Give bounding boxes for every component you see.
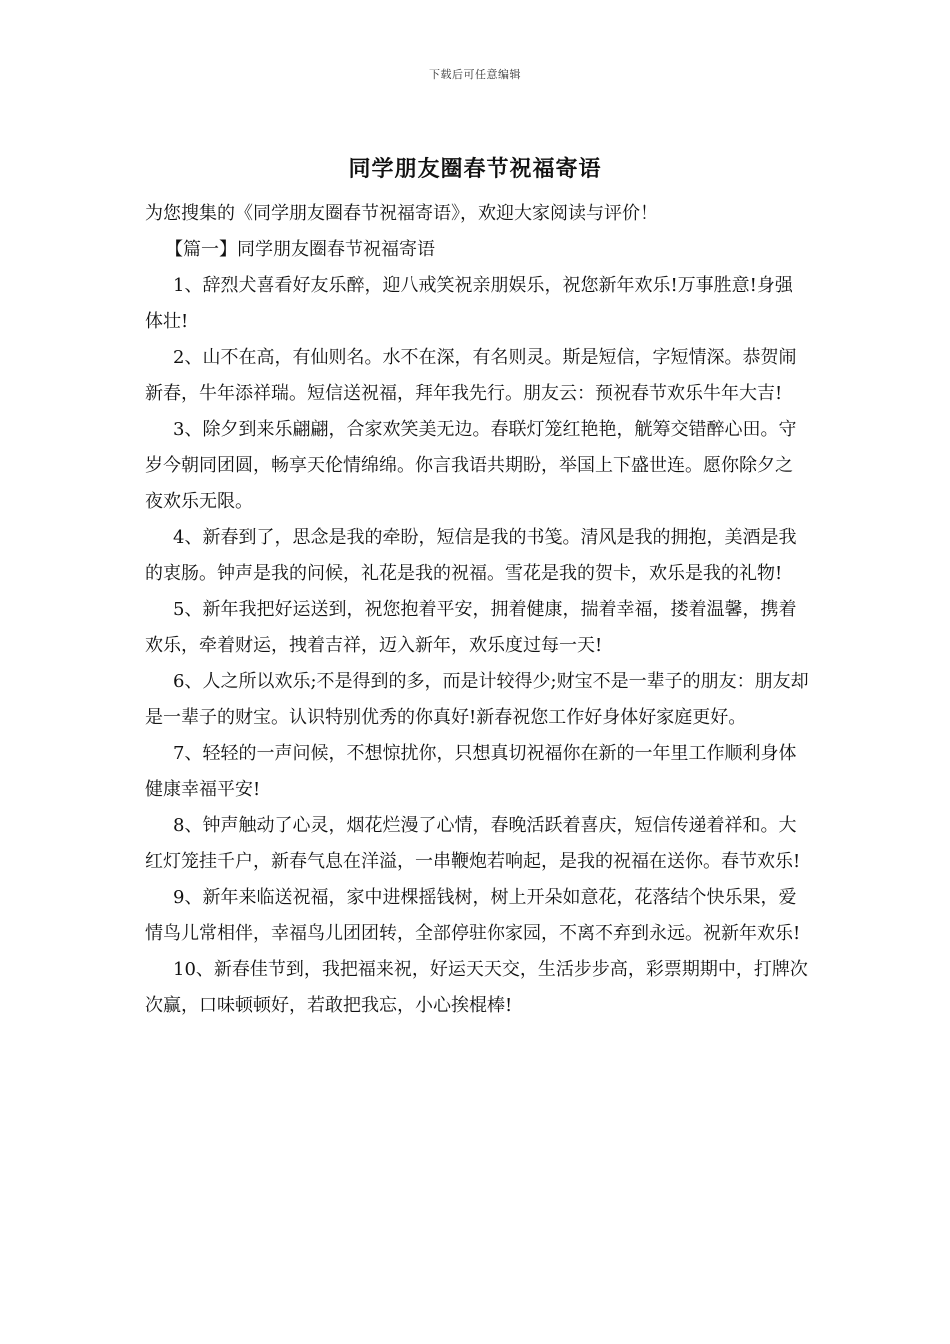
blessing-item-10: 10、新春佳节到，我把福来祝，好运天天交，生活步步高，彩票期期中，打牌次次赢，口味顿顿好，若敢把我忘，小心挨棍棒! — [145, 959, 808, 1016]
blessing-item-6: 6、人之所以欢乐;不是得到的多，而是计较得少;财宝不是一辈子的朋友：朋友却是一辈子的财宝。认识特别优秀的你真好!新春祝您工作好身体好家庭更好。 — [145, 671, 809, 728]
blessing-item-2: 2、山不在高，有仙则名。水不在深，有名则灵。斯是短信，字短情深。恭贺闹新春，牛年添祥瑞。短信送祝福，拜年我先行。朋友云：预祝春节欢乐牛年大吉! — [145, 347, 797, 404]
blessing-item-5: 5、新年我把好运送到，祝您抱着平安，拥着健康，揣着幸福，搂着温馨，携着欢乐，牵着财运，拽着吉祥，迈入新年，欢乐度过每一天! — [145, 599, 797, 656]
blessing-item-3: 3、除夕到来乐翩翩，合家欢笑美无边。春联灯笼红艳艳，觥筹交错醉心田。守岁今朝同团圆，畅享天伦情绵绵。你言我语共期盼，举国上下盛世连。愿你除夕之夜欢乐无限。 — [145, 419, 797, 512]
blessing-item-4: 4、新春到了，思念是我的牵盼，短信是我的书笺。清风是我的拥抱，美酒是我的衷肠。钟声是我的问候，礼花是我的祝福。雪花是我的贺卡，欢乐是我的礼物! — [145, 527, 797, 584]
blessing-item-8: 8、钟声触动了心灵，烟花烂漫了心情，春晚活跃着喜庆，短信传递着祥和。大红灯笼挂千户，新春气息在洋溢，一串鞭炮若响起，是我的祝福在送你。春节欢乐! — [145, 815, 801, 872]
blessing-item-9: 9、新年来临送祝福，家中进棵摇钱树，树上开朵如意花，花落结个快乐果，爱情鸟儿常相伴，幸福鸟儿团团转，全部停驻你家园，不离不弃到永远。祝新年欢乐! — [145, 887, 801, 944]
intro-paragraph: 为您搜集的《同学朋友圈春节祝福寄语》，欢迎大家阅读与评价！ — [145, 203, 658, 224]
section-heading: 【篇一】同学朋友圈春节祝福寄语 — [165, 239, 435, 260]
blessing-item-7: 7、轻轻的一声问候，不想惊扰你，只想真切祝福你在新的一年里工作顺利身体健康幸福平安! — [145, 743, 797, 800]
blessing-item-1: 1、辞烈犬喜看好友乐醉，迎八戒笑祝亲朋娱乐，祝您新年欢乐!万事胜意!身强体壮! — [145, 275, 793, 332]
header-note: 下载后可任意编辑 — [429, 68, 521, 81]
document-body — [145, 196, 810, 1024]
document-title: 同学朋友圈春节祝福寄语 — [348, 156, 602, 182]
